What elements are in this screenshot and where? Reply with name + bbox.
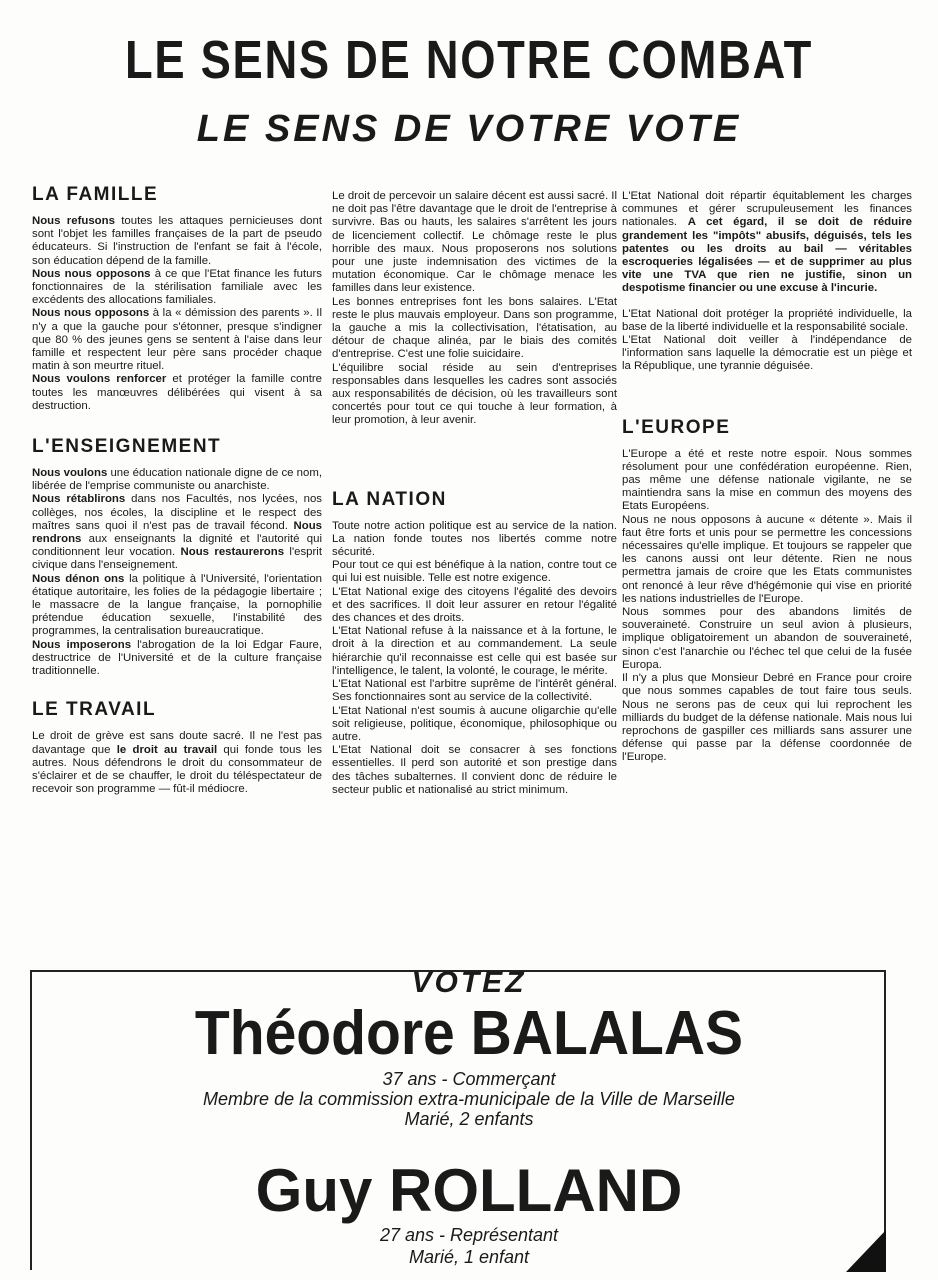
bold-lead: Nous imposerons [32, 638, 132, 651]
paragraph-text: toutes les attaques pernicieuses dont sont l'objet les familles françaises de la part de pseudo éducateurs. Si l'instruction de l'enfant se fait à l'école, son éducation dépend de la famille. [32, 215, 323, 267]
paragraph: L'équilibre social réside au sein d'entreprises responsables dans lesquelles les cadres sont associés aux responsabilités de décision, où les travailleurs sont concertés pour tout ce qui touche à leur formation, à leur promotion, à leur avenir. [332, 361, 617, 427]
candidate-1-membership: Membre de la commission extra-municipale de la Ville de Marseille [203, 1089, 735, 1109]
paragraph: Nous sommes pour des abandons limités de souveraineté. Construire un seul avion à plusieurs, implique obligatoirement un abandon de souveraineté, sinon c'est l'anarchie ou l'échec tel que celui de la fusée Europa. [622, 606, 912, 671]
paragraph: L'Europe a été et reste notre espoir. Nous sommes résolument pour une confédération européenne. Rien, pas même une défense nationale vigilante, ne se maintiendra sans la mise en commun des moyens des Etats Européens. [622, 447, 912, 513]
paragraph [32, 639, 322, 679]
candidate-1-age-job: 37 ans - Commerçant [382, 1069, 556, 1089]
paragraph: L'Etat National exige des citoyens l'égalité des devoirs et des sacrifices. Il doit leur assurer en retour l'égalité des chances et des droits. [332, 585, 617, 625]
corner-triangle-decoration [846, 1230, 886, 1272]
paragraph: Nous ne nous opposons à aucune « détente ». Mais il faut être forts et unis pour se permettre les concessions nécessaires qu'elle implique. Et toujours se rappeler que les canons aussi ont leur détente. Rien ne nous permettra jamais de croire que les Etats communistes ont renoncé à leur rêve d'hégémonie qui vise en priorité les nations industrielles de l'Europe. [622, 513, 912, 605]
bold-lead: Nous refusons [32, 215, 115, 227]
section-heading-enseignement: L'ENSEIGNEMENT [32, 436, 222, 458]
bold-lead: Nous rendrons [32, 519, 322, 546]
paragraph-text: et protéger la famille contre toutes les manœuvres délibérées qui visent à sa destruction. [32, 373, 323, 412]
paragraph-text: dans nos Facultés, nos lycées, nos collèges, nos écoles, la discipline et le respect des maîtres sans quoi il n'est pas de travail fécond. [32, 493, 322, 532]
paragraph-text: l'esprit civique dans l'enseignement. [32, 546, 322, 572]
section-heading-travail: LE TRAVAIL [32, 699, 157, 721]
bold-lead: Nous nous opposons [32, 267, 151, 280]
paragraph-text: qui fonde tous les autres. Nous défendrons le droit du consommateur de s'éclairer et de se chauffer, le droit du téléspectateur de recevoir son programme — fût-il médiocre. [32, 743, 322, 796]
paragraph-text: l'abrogation de la loi Edgar Faure, destructrice de l'Université et de la culture française traditionnelle. [32, 638, 322, 678]
paragraph [32, 307, 322, 373]
column-right [622, 190, 912, 765]
page-subtitle: LE SENS DE VOTRE VOTE [196, 108, 742, 150]
candidate-2-age-job: 27 ans - Représentant [379, 1225, 559, 1245]
paragraph [32, 268, 322, 308]
paragraph: Il n'y a plus que Monsieur Debré en France pour croire que nous sommes capables de tout faire tous seuls. Nous ne serons pas de ceux qui lui reprochent les milliards du budget de la défense nationale. Mais nous lui reprochons de gaspiller ces milliards sans assurer une défense qui passe par la défense coordonnée de l'Europe. [622, 672, 912, 764]
paragraph: L'Etat National doit se consacrer à ses fonctions essentielles. Il perd son autorité et son prestige dans des tâches subalternes. Il convient donc de réduire le secteur public et nationalisé au strict minimum. [332, 744, 617, 796]
candidate-2-name: Guy ROLLAND [255, 1157, 683, 1224]
paragraph [32, 730, 322, 796]
page-title: LE SENS DE NOTRE COMBAT [124, 30, 813, 90]
paragraph-text: aux enseignants la dignité et l'autorité qui conditionnent leur vocation. [32, 533, 322, 559]
bold-text: A cet égard, il se doit de réduire grandement les "impôts" abusifs, déguisés, tels les patentes ou les droits au bail — véritables escroqueries légalisées — et de supprimer au plus vite une TVA que rien ne justifie, sinon un despotisme financier ou une excuse à l'incurie. [622, 216, 912, 295]
column-left [32, 183, 322, 796]
paragraph-text: à ce que l'Etat finance les futurs fonctionnaires de la stérilisation familiale avec les excédents des allocations familiales. [32, 267, 322, 307]
paragraph [32, 467, 322, 493]
paragraph-text: L'Etat National doit répartir équitablement les charges communes et gérer scrupuleusement les finances nationales. [622, 190, 912, 229]
bold-lead: Nous dénon ons [32, 572, 125, 585]
candidate-1-name: Théodore BALALAS [194, 999, 744, 1068]
paragraph [32, 373, 322, 413]
section-heading-europe: L'EUROPE [622, 416, 731, 438]
paragraph [32, 573, 322, 639]
bold-lead: Nous rétablirons [32, 493, 126, 506]
paragraph [32, 215, 322, 268]
paragraph: Les bonnes entreprises font les bons salaires. L'Etat reste le plus mauvais employeur. Dans son programme, la gauche a mis la collectivisation, l'étatisation, au détour de chaque alinéa, par le biais des comités d'entreprise. C'est une folie suicidaire. [332, 295, 617, 361]
paragraph [32, 493, 322, 572]
bold-lead: Nous voulons renforcer [32, 373, 167, 386]
paragraph [622, 190, 912, 296]
candidate-1-family: Marié, 2 enfants [404, 1109, 534, 1129]
bold-lead: le droit au travail [116, 743, 218, 756]
paragraph: Le droit de percevoir un salaire décent est aussi sacré. Il ne doit pas l'être davantage que le droit de l'entreprise à survivre. Bas ou hauts, les salaires s'arrêtent les jours de licenciement collectif. Le chômage reste le plus horrible des maux. Nous proposerons nos solutions pour une juste indemnisation des victimes de la mutation économique. Car le chômage menace les familles dans leur existence. [332, 190, 617, 295]
section-heading-famille: LA FAMILLE [32, 184, 159, 205]
paragraph: Pour tout ce qui est bénéfique à la nation, contre tout ce qui lui est nuisible. Telle est notre exigence. [332, 559, 617, 585]
bold-lead: Nous restaurerons [180, 546, 285, 559]
paragraph-text: Le droit de grève est sans doute sacré. Il ne l'est pas davantage que [32, 730, 322, 756]
bold-lead: Nous nous opposons [32, 307, 150, 320]
paragraph: L'Etat National doit protéger la propriété individuelle, la base de la liberté individuelle et la responsabilité sociale. [622, 307, 912, 333]
paragraph-text: la politique à l'Université, l'orientation étatique autoritaire, les folies de la pédagogie libertaire ; le massacre de la langue française, la pornophilie prétendue éducation sexuelle, l'instabilité des programmes, la centralisation bureaucratique. [32, 572, 322, 638]
paragraph-text: une éducation nationale digne de ce nom, libérée de l'emprise communiste ou anarchiste. [32, 467, 322, 493]
paragraph: L'Etat National refuse à la naissance et à la fortune, le droit à la direction et au commandement. La seule hiérarchie qu'il reconnaisse est celle qui est basée sur l'intelligence, le talent, la volonté, le courage, le mérite. [332, 625, 617, 677]
bold-lead: Nous voulons [32, 467, 108, 480]
paragraph: L'Etat National doit veiller à l'indépendance de l'information sans laquelle la démocratie est un piège et la République, une tyrannie déguisée. [622, 334, 912, 373]
section-heading-nation: LA NATION [332, 488, 447, 510]
column-middle [332, 190, 617, 797]
votez-heading: VOTEZ [411, 966, 527, 999]
paragraph: Toute notre action politique est au service de la nation. La nation fonde toutes nos libertés comme notre sécurité. [332, 519, 617, 559]
paragraph: L'Etat National n'est soumis à aucune oligarchie qu'elle soit religieuse, politique, économique, philosophique ou autre. [332, 704, 617, 743]
candidate-2-family: Marié, 1 enfant [408, 1247, 530, 1267]
paragraph: L'Etat National est l'arbitre suprême de l'intérêt général. Ses fonctionnaires sont au service de la collectivité. [332, 678, 617, 704]
paragraph-text: à la « démission des parents ». Il n'y a que la gauche pour s'étonner, presque s'indigner que 80 % des jeunes gens se sentent à l'aise dans leur famille et respectent leur père sans procéder chaque matin à son meurtre rituel. [32, 307, 323, 373]
